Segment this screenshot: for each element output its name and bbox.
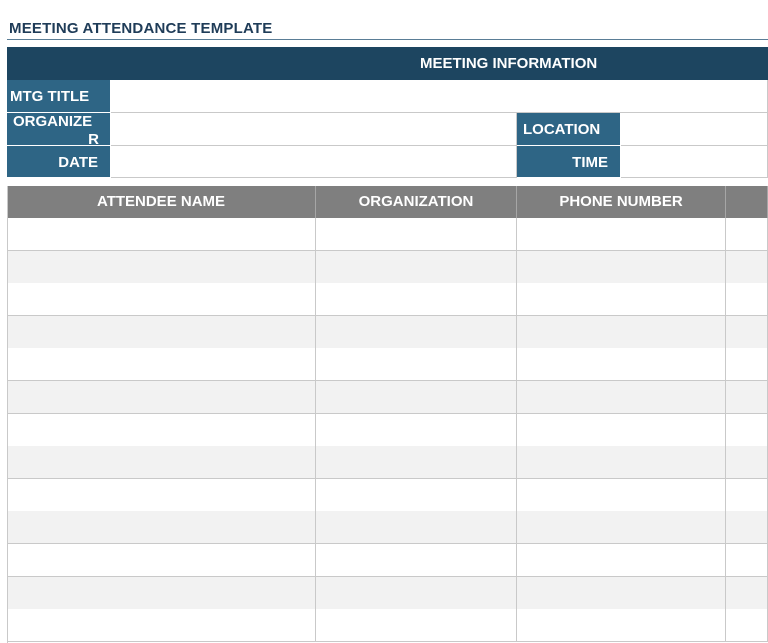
- table-cell-attendee-name[interactable]: [7, 577, 316, 609]
- table-row: [7, 544, 768, 577]
- table-row: [7, 609, 768, 642]
- time-label-text: TIME: [572, 154, 608, 171]
- date-field[interactable]: [111, 146, 517, 178]
- time-label: [517, 146, 621, 178]
- table-row: [7, 251, 768, 284]
- table-cell-extra[interactable]: [726, 218, 768, 250]
- table-cell-phone-number[interactable]: [517, 479, 726, 511]
- table-cell-phone-number[interactable]: [517, 218, 726, 250]
- table-cell-attendee-name[interactable]: [7, 446, 316, 478]
- table-cell-organization[interactable]: [316, 348, 517, 380]
- table-cell-phone-number[interactable]: [517, 446, 726, 478]
- meeting-info-header: [7, 47, 768, 80]
- organizer-field[interactable]: [111, 113, 517, 146]
- table-cell-attendee-name[interactable]: [7, 348, 316, 380]
- table-cell-phone-number[interactable]: [517, 251, 726, 283]
- location-field[interactable]: [621, 113, 768, 146]
- table-cell-attendee-name[interactable]: [7, 479, 316, 511]
- attendee-table-left-border: [7, 186, 8, 643]
- table-row: [7, 381, 768, 414]
- column-header-phone-number: PHONE NUMBER: [517, 186, 726, 218]
- table-cell-attendee-name[interactable]: [7, 251, 316, 283]
- table-cell-organization[interactable]: [316, 479, 517, 511]
- table-row: [7, 316, 768, 349]
- table-cell-extra[interactable]: [726, 348, 768, 380]
- attendee-table-header: [7, 186, 768, 218]
- table-cell-organization[interactable]: [316, 218, 517, 250]
- table-cell-organization[interactable]: [316, 511, 517, 543]
- table-cell-attendee-name[interactable]: [7, 414, 316, 446]
- column-header-attendee-name: ATTENDEE NAME: [7, 186, 316, 218]
- table-cell-organization[interactable]: [316, 381, 517, 413]
- table-cell-extra[interactable]: [726, 446, 768, 478]
- location-label: [517, 113, 621, 146]
- table-cell-attendee-name[interactable]: [7, 544, 316, 576]
- table-cell-organization[interactable]: [316, 316, 517, 348]
- table-row: [7, 218, 768, 251]
- location-label-text: LOCATION: [523, 121, 601, 138]
- table-cell-attendee-name[interactable]: [7, 609, 316, 641]
- table-cell-phone-number[interactable]: [517, 381, 726, 413]
- table-cell-extra[interactable]: [726, 414, 768, 446]
- table-cell-extra[interactable]: [726, 544, 768, 576]
- table-cell-attendee-name[interactable]: [7, 381, 316, 413]
- table-row: [7, 511, 768, 544]
- table-cell-phone-number[interactable]: [517, 609, 726, 641]
- organizer-label-line2: R: [88, 131, 99, 145]
- table-row: [7, 479, 768, 512]
- table-row: [7, 414, 768, 447]
- table-cell-organization[interactable]: [316, 609, 517, 641]
- table-cell-organization[interactable]: [316, 251, 517, 283]
- title-underline: [7, 39, 768, 40]
- organizer-label-wrap: [13, 113, 101, 145]
- table-cell-attendee-name[interactable]: [7, 511, 316, 543]
- table-cell-organization[interactable]: [316, 283, 517, 315]
- table-cell-phone-number[interactable]: [517, 283, 726, 315]
- table-row: [7, 283, 768, 316]
- table-cell-phone-number[interactable]: [517, 316, 726, 348]
- table-cell-organization[interactable]: [316, 446, 517, 478]
- table-cell-phone-number[interactable]: [517, 577, 726, 609]
- table-cell-phone-number[interactable]: [517, 544, 726, 576]
- meeting-info-grid: [7, 80, 768, 178]
- mtg-title-label-text: MTG TITLE: [10, 88, 90, 105]
- table-cell-attendee-name[interactable]: [7, 283, 316, 315]
- table-cell-organization[interactable]: [316, 577, 517, 609]
- meeting-info-header-text: MEETING INFORMATION: [420, 55, 598, 72]
- table-cell-extra[interactable]: [726, 316, 768, 348]
- table-cell-extra[interactable]: [726, 283, 768, 315]
- table-cell-organization[interactable]: [316, 414, 517, 446]
- table-cell-organization[interactable]: [316, 544, 517, 576]
- organizer-label: [7, 113, 111, 146]
- table-cell-extra[interactable]: [726, 251, 768, 283]
- column-header-extra: [726, 186, 768, 218]
- column-header-organization: ORGANIZATION: [316, 186, 517, 218]
- table-row: [7, 446, 768, 479]
- table-cell-extra[interactable]: [726, 511, 768, 543]
- table-cell-attendee-name[interactable]: [7, 316, 316, 348]
- table-cell-attendee-name[interactable]: [7, 218, 316, 250]
- table-cell-phone-number[interactable]: [517, 414, 726, 446]
- document-title: MEETING ATTENDANCE TEMPLATE: [9, 20, 273, 37]
- table-cell-extra[interactable]: [726, 609, 768, 641]
- organizer-label-line1: ORGANIZE: [13, 113, 93, 130]
- date-label: [7, 146, 111, 178]
- mtg-title-label: [7, 80, 111, 113]
- date-label-text: DATE: [58, 154, 98, 171]
- table-cell-extra[interactable]: [726, 381, 768, 413]
- table-cell-extra[interactable]: [726, 479, 768, 511]
- time-field[interactable]: [621, 146, 768, 178]
- table-cell-phone-number[interactable]: [517, 348, 726, 380]
- table-row: [7, 348, 768, 381]
- attendee-table: [7, 186, 768, 643]
- mtg-title-field[interactable]: [111, 80, 768, 113]
- table-cell-phone-number[interactable]: [517, 511, 726, 543]
- table-row: [7, 577, 768, 610]
- table-cell-extra[interactable]: [726, 577, 768, 609]
